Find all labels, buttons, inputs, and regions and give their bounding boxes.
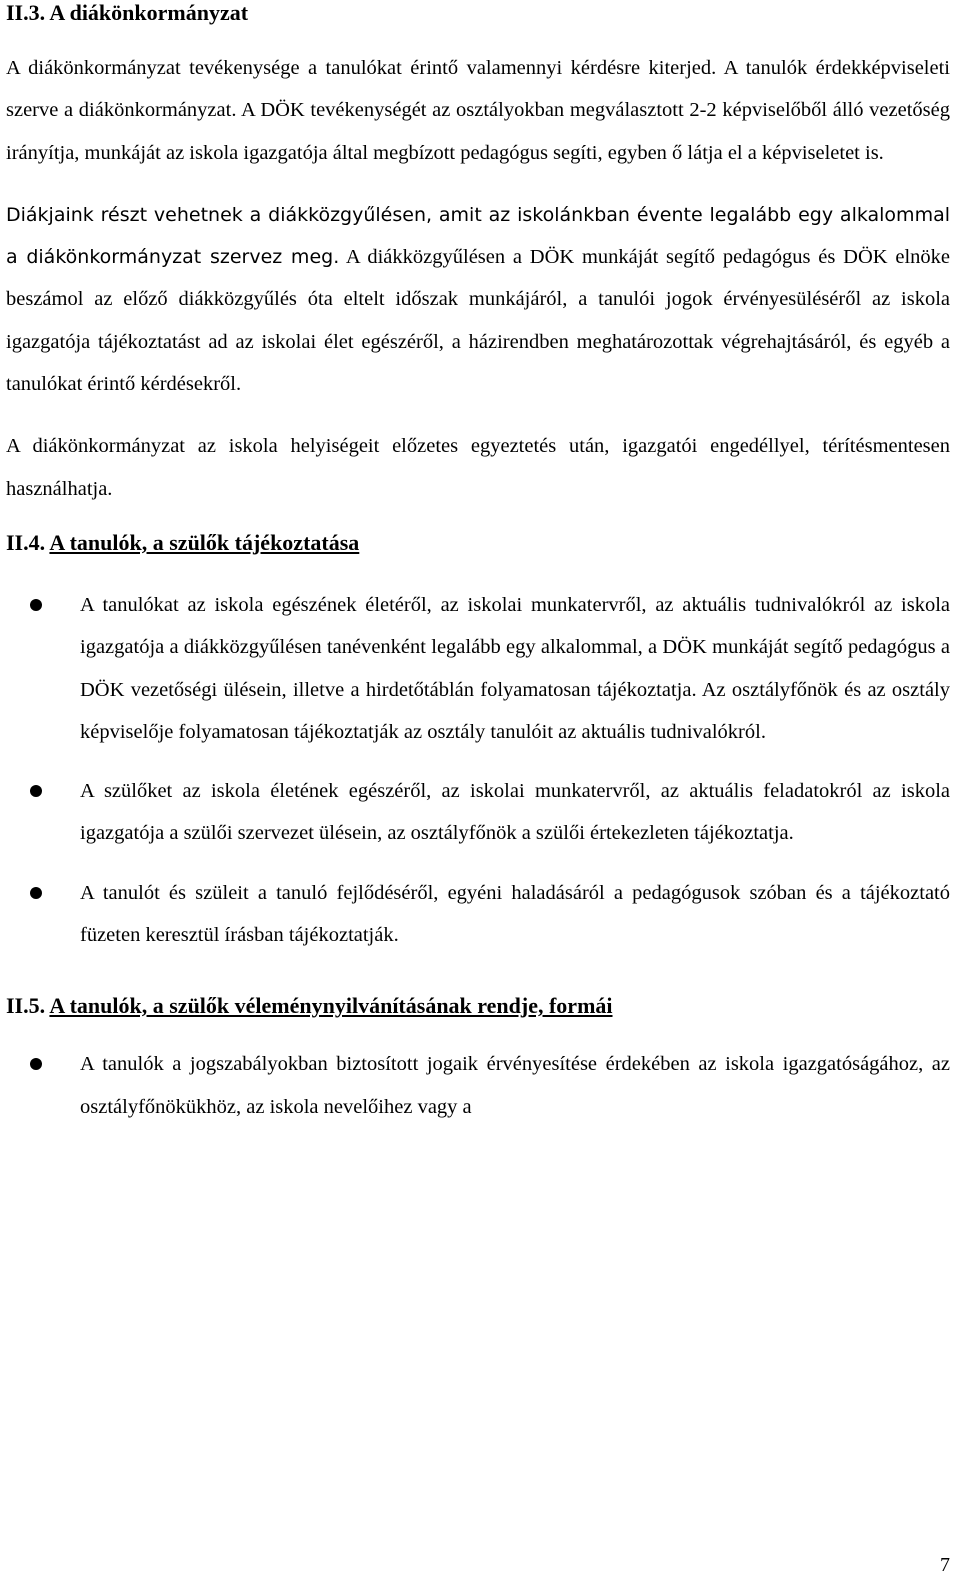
document-page <box>6 0 950 1128</box>
list-item-text: A tanulót és szüleit a tanuló fejlődéséről, egyéni haladásáról a pedagógusok szóban és a tájékoztató füzeten keresztül írásban tájékoztatják. <box>80 881 950 947</box>
bullet-icon <box>30 599 42 611</box>
section-heading-velemenynyilvanitas <box>6 993 950 1019</box>
bullet-icon <box>30 785 42 797</box>
section-heading-velemenynyilvanitas-title: A tanulók, a szülők véleménynyilvánításának rendje, formái <box>49 993 613 1019</box>
page-number: 7 <box>940 1554 950 1576</box>
bullet-icon <box>30 887 42 899</box>
bullet-icon <box>30 1058 42 1070</box>
section-heading-tajekoztatas-number: II.4. <box>6 529 46 555</box>
list-item <box>6 770 950 855</box>
paragraph-diakkozgyules-sans-part: Diákjaink részt vehetnek a diákközgyűlésen, amit az iskolánkban évente legalább egy alkalommal a diákönkormányzat szervez meg. <box>6 203 950 269</box>
paragraph-diakkozgyules-serif-part: A diákközgyűlésen a DÖK munkáját segítő pedagógus és DÖK elnöke beszámol az előző diákközgyűlés óta eltelt időszak munkájáról, a tanulói jogok érvényesüléséről az iskola igazgatója tájékoztatást ad az iskolai élet egészéről, a házirendben meghatározottak végrehajtásáról, és egyéb a tanulókat érintő kérdésekről. <box>6 246 950 396</box>
paragraph-intro: A diákönkormányzat tevékenysége a tanulókat érintő valamennyi kérdésre kiterjed. A tanulók érdekképviseleti szerve a diákönkormányzat. A DÖK tevékenységét az osztályokban megválasztott 2-2 képviselőből álló vezetőség irányítja, munkáját az iskola igazgatója által megbízott pedagógus segíti, egyben ő látja el a képviseletet is. <box>6 57 950 164</box>
list-item <box>6 584 950 753</box>
list-item-text: A tanulók a jogszabályokban biztosított jogaik érvényesítése érdekében az iskola igazgatóságához, az osztályfőnökükhöz, az iskola nevelőihez vagy a <box>80 1053 950 1118</box>
list-item <box>6 872 950 957</box>
section-heading-velemenynyilvanitas-number: II.5. <box>6 993 46 1019</box>
tajekoztatas-bullet-list <box>6 584 950 956</box>
list-item-text: A tanulókat az iskola egészének életéről, az iskolai munkatervről, az aktuális tudnivalókról az iskola igazgatója a diákközgyűlésen tanévenként legalább egy alkalommal, a DÖK munkáját segítő pedagógus a DÖK vezetőségi ülésein, illetve a hirdetőtáblán folyamatosan tájékoztatja. Az osztályfőnök és az osztály képviselője folyamatosan tájékoztatják az osztály tanulóit az aktuális tudnivalókról. <box>80 593 950 743</box>
section-heading-diakonkormanyzat: II.3. A diákönkormányzat <box>6 0 249 25</box>
section-heading-tajekoztatas <box>6 530 950 556</box>
section-heading-tajekoztatas-title: A tanulók, a szülők tájékoztatása <box>49 529 360 555</box>
list-item-text: A szülőket az iskola életének egészéről, az iskolai munkatervről, az aktuális feladatokról az iskola igazgatója a szülői szervezet ülésein, az osztályfőnök a szülői értekezleten tájékoztatja. <box>80 780 950 845</box>
list-item <box>6 1043 950 1128</box>
paragraph-diakkozgyules <box>6 194 950 405</box>
paragraph-helyisegek: A diákönkormányzat az iskola helyiségeit előzetes egyeztetés után, igazgatói engedéllyel, térítésmentesen használhatja. <box>6 435 950 500</box>
velemenynyilvanitas-bullet-list <box>6 1043 950 1128</box>
